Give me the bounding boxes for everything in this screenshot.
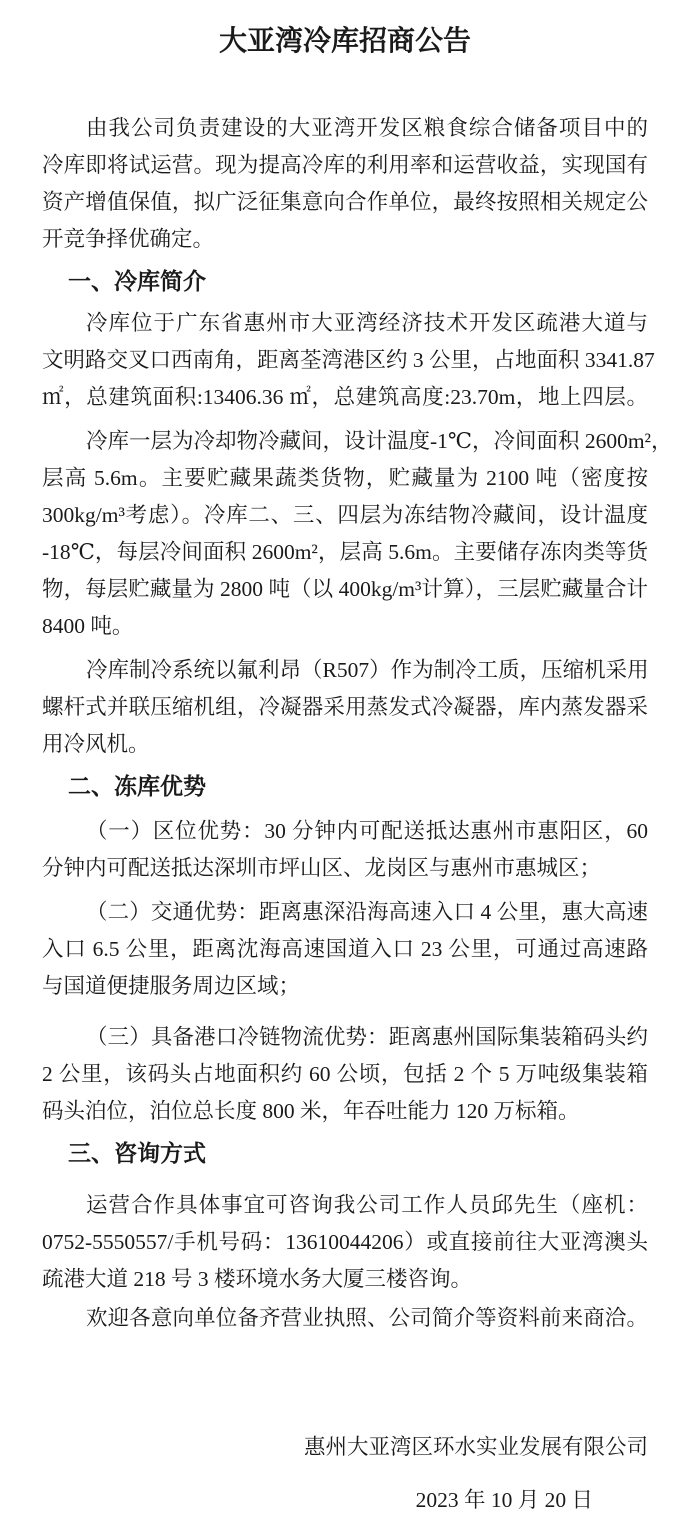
section-1-heading: 一、冷库简介 bbox=[68, 268, 206, 294]
text-line: 螺杆式并联压缩机组，冷凝器采用蒸发式冷凝器，库内蒸发器采 bbox=[42, 695, 648, 719]
section-1-cold-storage-overview bbox=[42, 262, 673, 763]
text-line: 由我公司负责建设的大亚湾开发区粮食综合储备项目中的 bbox=[86, 116, 648, 140]
section-2-paragraph-location-advantage bbox=[42, 813, 648, 887]
section-2-heading: 二、冻库优势 bbox=[68, 773, 206, 799]
text-line: （一）区位优势：30 分钟内可配送抵达惠州市惠阳区，60 bbox=[86, 819, 648, 843]
section-2-advantages bbox=[42, 767, 648, 1130]
text-line: -18℃，每层冷间面积 2600m²，层高 5.6m。主要储存冻肉类等货 bbox=[42, 540, 648, 564]
text-line: 用冷风机。 bbox=[42, 732, 150, 756]
section-1-paragraph-refrigeration bbox=[42, 652, 648, 763]
text-line: 入口 6.5 公里，距离沈海高速国道入口 23 公里，可通过高速路 bbox=[42, 937, 648, 961]
section-2-paragraph-port-advantage bbox=[42, 1019, 648, 1130]
text-line: 欢迎各意向单位备齐营业执照、公司简介等资料前来商洽。 bbox=[86, 1306, 648, 1330]
section-3-contact bbox=[42, 1134, 648, 1337]
text-line: 冷库位于广东省惠州市大亚湾经济技术开发区疏港大道与 bbox=[86, 311, 648, 335]
text-line: 8400 吨。 bbox=[42, 614, 134, 638]
text-line: 300kg/m³考虑）。冷库二、三、四层为冻结物冷藏间，设计温度 bbox=[42, 503, 648, 527]
section-intro bbox=[42, 110, 648, 258]
text-line: 运营合作具体事宜可咨询我公司工作人员邱先生（座机： bbox=[86, 1193, 648, 1217]
section-3-paragraph-contact-info bbox=[42, 1187, 648, 1298]
text-line: （三）具备港口冷链物流优势：距离惠州国际集装箱码头约 bbox=[86, 1025, 648, 1049]
signature-date: 2023 年 10 月 20 日 bbox=[415, 1488, 593, 1512]
text-line: 物，每层贮藏量为 2800 吨（以 400kg/m³计算），三层贮藏量合计 bbox=[42, 577, 648, 601]
text-line: 2 公里，该码头占地面积约 60 公顷，包括 2 个 5 万吨级集装箱 bbox=[42, 1062, 648, 1086]
text-line: 冷库即将试运营。现为提高冷库的利用率和运营收益，实现国有 bbox=[42, 153, 648, 177]
page-title: 大亚湾冷库招商公告 bbox=[218, 26, 471, 57]
section-3-paragraph-welcome bbox=[42, 1300, 648, 1337]
signature-block bbox=[42, 1429, 648, 1519]
text-line: 分钟内可配送抵达深圳市坪山区、龙岗区与惠州市惠城区； bbox=[42, 856, 602, 880]
section-3-heading: 三、咨询方式 bbox=[68, 1140, 206, 1166]
text-line: 冷库一层为冷却物冷藏间，设计温度-1℃，冷间面积 2600m²， bbox=[86, 429, 673, 453]
signature-company: 惠州大亚湾区环水实业发展有限公司 bbox=[303, 1435, 648, 1459]
text-line: 开竞争择优确定。 bbox=[42, 227, 215, 251]
text-line: 资产增值保值，拟广泛征集意向合作单位，最终按照相关规定公 bbox=[42, 190, 648, 214]
intro-paragraph bbox=[42, 110, 648, 258]
text-line: 文明路交叉口西南角，距离荃湾港区约 3 公里，占地面积 3341.87 bbox=[42, 348, 655, 372]
text-line: 与国道便捷服务周边区域； bbox=[42, 974, 301, 998]
text-line: 0752-5550557/手机号码：13610044206）或直接前往大亚湾澳头 bbox=[42, 1230, 648, 1254]
text-line: 层高 5.6m。主要贮藏果蔬类货物，贮藏量为 2100 吨（密度按 bbox=[42, 466, 648, 490]
section-1-paragraph-location bbox=[42, 305, 655, 416]
section-2-paragraph-traffic-advantage bbox=[42, 894, 648, 1005]
text-line: 冷库制冷系统以氟利昂（R507）作为制冷工质，压缩机采用 bbox=[86, 658, 649, 682]
text-line: ㎡，总建筑面积:13406.36 ㎡，总建筑高度:23.70m，地上四层。 bbox=[42, 385, 648, 409]
text-line: 码头泊位，泊位总长度 800 米，年吞吐能力 120 万标箱。 bbox=[42, 1099, 580, 1123]
text-line: 疏港大道 218 号 3 楼环境水务大厦三楼咨询。 bbox=[42, 1267, 473, 1291]
section-1-paragraph-capacity bbox=[42, 423, 673, 645]
text-line: （二）交通优势：距离惠深沿海高速入口 4 公里，惠大高速 bbox=[86, 900, 648, 924]
